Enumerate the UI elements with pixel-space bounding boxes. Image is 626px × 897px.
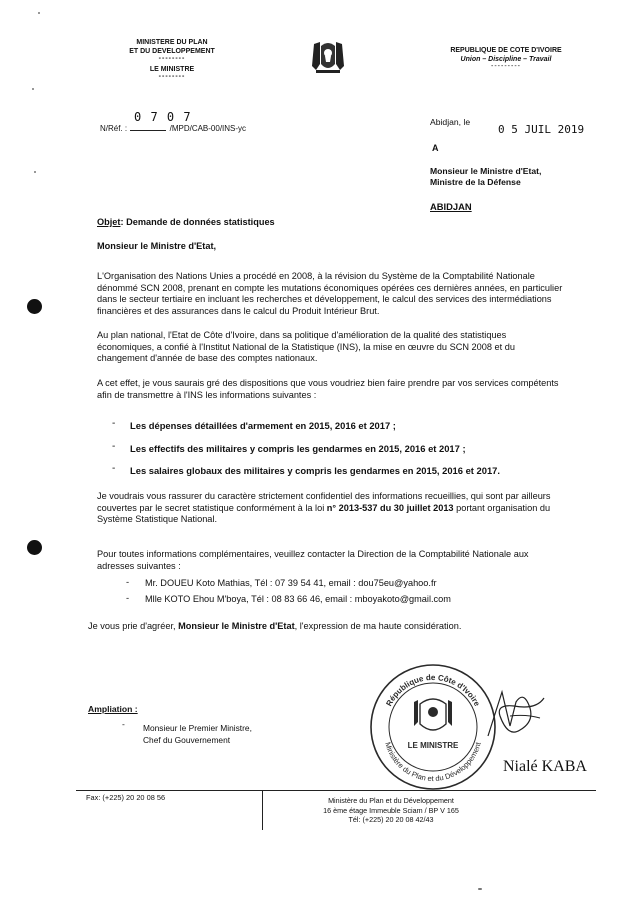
request-item: Les dépenses détaillées d'armement en 2015, 2016 et 2017 ; [130,420,396,431]
header-dashes: -------- [158,55,186,62]
paragraph-3 [97,378,597,401]
ministry-line1: MINISTERE DU PLAN [136,39,208,46]
subject-line [97,217,275,227]
paragraph-line: Au plan national, l'Etat de Côte d'Ivoire, dans sa politique d'amélioration de la qualité des statistiques [97,330,507,340]
coat-of-arms-icon [308,40,348,74]
stamp-center-text: LE MINISTRE [407,741,459,750]
paragraph-line: changement d'année de base des comptes nationaux. [97,353,318,364]
paragraph-line [97,503,597,515]
footer-divider [76,790,596,791]
punch-hole-top [27,299,42,314]
date-place: Abidjan, le [430,117,471,127]
footer-divider [262,790,263,830]
reference-number: 0 7 0 7 [134,110,192,124]
reference-label: N/Réf. : [100,124,128,133]
stamp-bottom-text: Ministère du Plan et du Développement [383,741,483,784]
paragraph-1 [97,271,597,317]
paragraph-line: Pour toutes informations complémentaires, veuillez contacter la Direction de la Comptabilité Nationale aux [97,549,529,559]
header-dashes: --------- [491,63,521,70]
signature [480,686,550,746]
closing-addressee: Monsieur le Ministre d'Etat [178,621,295,631]
punch-hole-bottom [27,540,42,555]
salutation: Monsieur le Ministre d'Etat, [97,241,217,251]
paragraph-line: A cet effet, je vous saurais gré des dispositions que vous voudriez bien faire prendre par vos services compétents [97,378,559,388]
ampliation-line1: Monsieur le Premier Ministre, [143,723,252,733]
scan-speck [38,12,40,14]
ampliation-line2: Chef du Gouvernement [143,735,231,745]
paragraph-line: afin de transmettre à l'INS les informations suivantes : [97,389,317,400]
closing-pre: Je vous prie d'agréer, [88,621,179,631]
paragraph-line: Je voudrais vous rassurer du caractère strictement confidentiel des informations recueillies, qui sont par ailleurs [97,491,551,501]
footer-line1: Ministère du Plan et du Développement [328,796,454,805]
paragraph-line: économiques, a confié à l'Institut National de la Statistique (INS), la mise en œuvre du SCN 2008 et du [97,341,515,352]
recipient-city: ABIDJAN [430,201,472,212]
scan-speck [32,88,34,90]
recipient-block [430,166,541,188]
list-bullet: - [122,719,125,729]
closing-post: , l'expression de ma haute considération. [294,621,462,631]
list-bullet: - [112,418,116,429]
stamp-top-text: République de Côte d'Ivoire [384,672,482,708]
request-item: Les effectifs des militaires y compris les gendarmes en 2015, 2016 et 2017 ; [130,443,466,454]
recipient-line2: Ministre de la Défense [430,177,521,187]
subject-label: Objet [97,217,121,227]
paragraph-2 [97,330,597,365]
footer-line3: Tél: (+225) 20 20 08 42/43 [348,815,434,825]
ministry-header [92,38,252,80]
contact-item: Mlle KOTO Ehou M'boya, Tél : 08 83 66 46, email : mboyakoto@gmail.com [145,594,451,604]
list-bullet: - [112,441,116,452]
stamp-emblem-icon [414,699,452,730]
paragraph-line: L'Organisation des Nations Unies a procédé en 2008, à la révision du Système de la Comptabilité Nationale [97,271,535,281]
paragraph-line: adresses suivantes : [97,560,181,571]
reference-code: /MPD/CAB-00/INS-yc [169,124,247,133]
subject-text: : Demande de données statistiques [120,217,275,227]
contact-item: Mr. DOUEU Koto Mathias, Tél : 07 39 54 41, email : dou75eu@yahoo.fr [145,578,437,588]
list-bullet: - [126,576,130,587]
paragraph-line: Système Statistique National. [97,514,218,525]
paragraph-line: dans le secteur tertiaire en incluant les recherches et développement, le calcul des services des intermédiations [97,294,552,305]
list-bullet: - [112,463,116,474]
minister-title: LE MINISTRE [149,66,195,73]
scan-speck [478,888,482,890]
signatory-name: Nialé KABA [503,758,587,775]
recipient-to: A [432,143,439,153]
header-dashes: -------- [158,73,186,80]
footer-line2: 16 ème étage Immeuble Sciam / BP V 165 [323,805,459,815]
law-reference: n° 2013-537 du 30 juillet 2013 [326,502,454,513]
law-text-pre: couvertes par le secret statistique conformément à la loi [97,502,327,513]
ampliation-label: Ampliation : [88,704,138,714]
republic-motto: Union – Discipline – Travail [460,56,552,63]
paragraph-line: financières et des assurances dans le calcul du Produit Intérieur Brut. [97,305,380,316]
footer-fax: Fax: (+225) 20 20 08 56 [86,793,166,802]
scan-speck [34,171,36,173]
contacts-intro [97,549,597,572]
footer-address [284,796,498,825]
reference-line [100,124,246,134]
law-text-post: portant organisation du [453,502,551,513]
republic-name: REPUBLIQUE DE COTE D'IVOIRE [450,47,562,54]
paragraph-line: dénommé SCN 2008, prenant en compte les mutations économiques opérées ces dernières années, en particulier [97,282,563,293]
request-item: Les salaires globaux des militaires y compris les gendarmes en 2015, 2016 et 2017. [130,465,500,476]
closing-line [88,621,461,633]
date-stamp: 0 5 JUIL 2019 [498,123,585,136]
confidentiality-paragraph [97,491,597,526]
recipient-line1: Monsieur le Ministre d'Etat, [430,166,542,176]
republic-header [430,46,582,70]
list-bullet: - [126,592,130,603]
ampliation-list [143,722,252,746]
svg-text:République de Côte d'Ivoire [384,673,482,708]
ministry-line2: ET DU DEVELOPPEMENT [129,48,215,55]
